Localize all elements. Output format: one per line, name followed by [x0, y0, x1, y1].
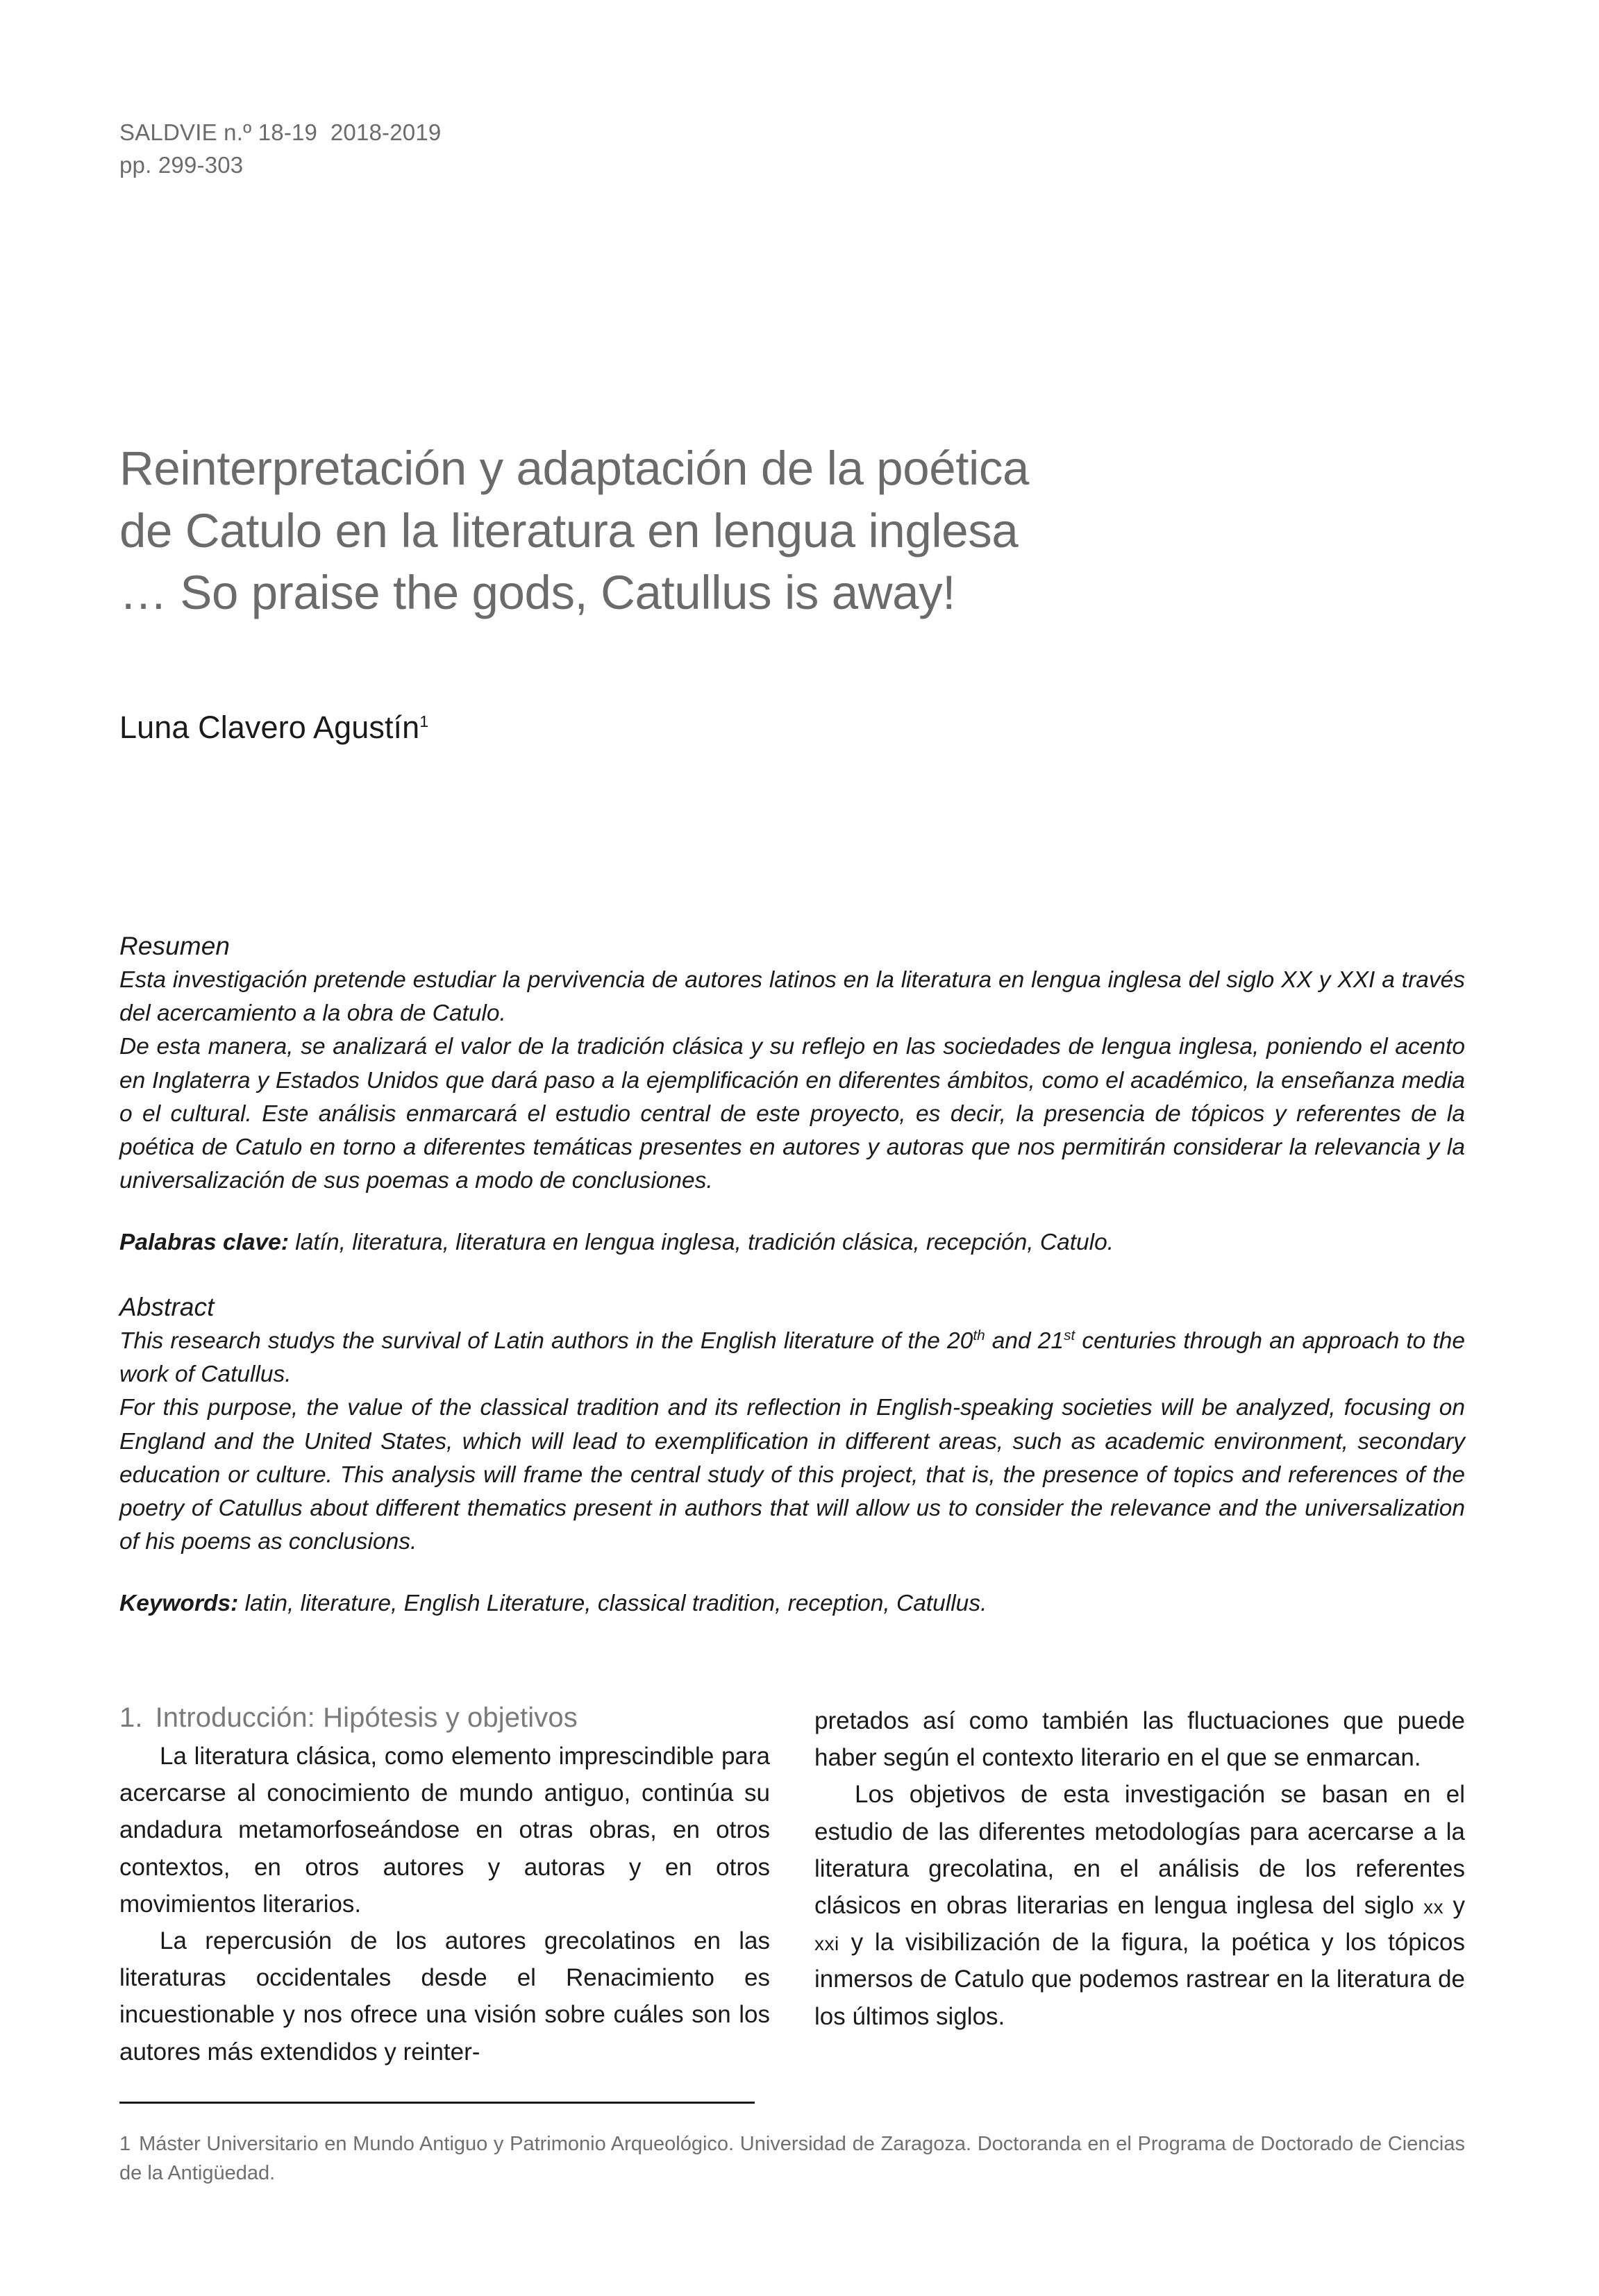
section-title: Introducción: Hipótesis y objetivos — [155, 1702, 578, 1733]
title-line-2: de Catulo en la literatura en lengua inglesa — [119, 503, 1019, 558]
abstract-paragraph-1 — [119, 1325, 1465, 1391]
spacer — [119, 1559, 1465, 1587]
right-column-paragraph-2 — [814, 1776, 1465, 2034]
resumen-heading: Resumen — [119, 932, 231, 960]
right-col-p2-part3: y la visibilización de la figura, la poética y los tópicos inmersos de Catulo que podemos rastrear en la literatura de los últimos siglos. — [814, 1929, 1465, 2030]
palabras-clave-label: Palabras clave: — [119, 1229, 289, 1255]
keywords — [119, 1587, 1465, 1620]
abstract-heading: Abstract — [119, 1292, 215, 1321]
title-line-3: … So praise the gods, Catullus is away! — [119, 566, 955, 620]
resumen-paragraph-2: De esta manera, se analizará el valor de la tradición clásica y su reflejo en las sociedades de lengua inglesa, poniendo el acento en Inglaterra y Estados Unidos que dará paso a la ejemplificación en diferentes ámbitos, como el académico, la enseñanza media o el cultural. Este análisis enmarcará el estudio central de este proyecto, es decir, la presencia de tópicos y referentes de la poética de Catulo en torno a diferentes temáticas presentes en autores y autoras que nos permitirán considerar la relevancia y la universalización de sus poemas a modo de conclusiones. — [119, 1034, 1465, 1194]
right-col-p2-part2: y — [1443, 1891, 1466, 1919]
page-title — [119, 437, 1480, 624]
palabras-clave-value: latín, literatura, literatura en lengua inglesa, tradición clásica, recepción, Catulo. — [295, 1229, 1114, 1255]
palabras-clave — [119, 1226, 1465, 1259]
right-column — [814, 1702, 1465, 2070]
footnote-number: 1 — [119, 2133, 131, 2155]
abstract-p1-part2: and 21 — [985, 1327, 1064, 1354]
running-head-journal: SALDVIE n.º 18-19 2018-2019 — [119, 119, 442, 145]
resumen-paragraph-1: Esta investigación pretende estudiar la pervivencia de autores latinos en la literatura en lengua inglesa del siglo XX y XXI a través del acercamiento a la obra de Catulo. — [119, 967, 1465, 1027]
title-block — [119, 437, 1480, 624]
author-footnote-marker: 1 — [419, 712, 429, 730]
abstract-p1-sup-th: th — [973, 1327, 985, 1343]
spacer — [119, 1198, 1465, 1226]
author-name-text: Luna Clavero Agustín — [119, 710, 420, 745]
left-column-paragraph-2: La repercusión de los autores grecolatinos en las literaturas occidentales desde el Renacimiento es incuestionable y nos ofrece una visión sobre cuáles son los autores más extendidos y reinter- — [119, 1927, 770, 2065]
abstract-section — [119, 932, 1465, 1620]
keywords-label: Keywords: — [119, 1590, 239, 1616]
abstract-paragraph-2: For this purpose, the value of the classical tradition and its reflection in English-speaking societies will be analyzed, focusing on England and the United States, which will lead to exemplification in different areas, such as academic environment, secondary education or culture. This analysis will frame the central study of this project, that is, the presence of topics and references of the poetry of Catullus about different thematics present in authors that will allow us to consider the relevance and the universalization of his poems as conclusions. — [119, 1395, 1465, 1555]
right-col-p2-smallcaps-xx: xx — [1423, 1895, 1444, 1918]
footnote-separator-rule — [119, 2102, 755, 2104]
spacer — [119, 1259, 1465, 1293]
body-columns — [119, 1702, 1465, 2070]
running-head — [119, 117, 953, 182]
left-column-paragraph-1: La literatura clásica, como elemento imprescindible para acercarse al conocimiento de mundo antiguo, continúa su andadura metamorfoseándose en otras obras, en otros contextos, en otros autores y autoras y en otros movimientos literarios. — [119, 1743, 770, 1918]
abstract-p1-part1: This research studys the survival of Latin authors in the English literature of the 20 — [119, 1327, 973, 1354]
running-head-pages: pp. 299-303 — [119, 151, 244, 178]
right-column-paragraph-continued: pretados así como también las fluctuaciones que puede haber según el contexto literario en el que se enmarcan. — [814, 1707, 1465, 1772]
section-number: 1. — [119, 1702, 143, 1733]
footnote-text: Máster Universitario en Mundo Antiguo y Patrimonio Arqueológico. Universidad de Zaragoza. Doctoranda en el Programa de Doctorado de Ciencias de la Antigüedad. — [119, 2133, 1465, 2184]
left-column — [119, 1702, 770, 2070]
author-name — [119, 710, 428, 746]
section-heading-introduccion — [119, 1702, 770, 1734]
title-line-1: Reinterpretación y adaptación de la poética — [119, 442, 1030, 495]
right-col-p2-part1: Los objetivos de esta investigación se basan en el estudio de las diferentes metodologías para acercarse a la literatura grecolatina, en el análisis de los referentes clásicos en obras literarias en lengua inglesa del siglo — [814, 1781, 1465, 1919]
keywords-value: latin, literature, English Literature, classical tradition, reception, Catullus. — [244, 1590, 987, 1616]
abstract-p1-sup-st: st — [1064, 1327, 1075, 1343]
right-col-p2-smallcaps-xxi: xxi — [814, 1933, 839, 1955]
abstract-p1-part3: centuries through an approach to the work of Catullus. — [119, 1327, 1466, 1388]
footnote-1 — [119, 2130, 1465, 2188]
